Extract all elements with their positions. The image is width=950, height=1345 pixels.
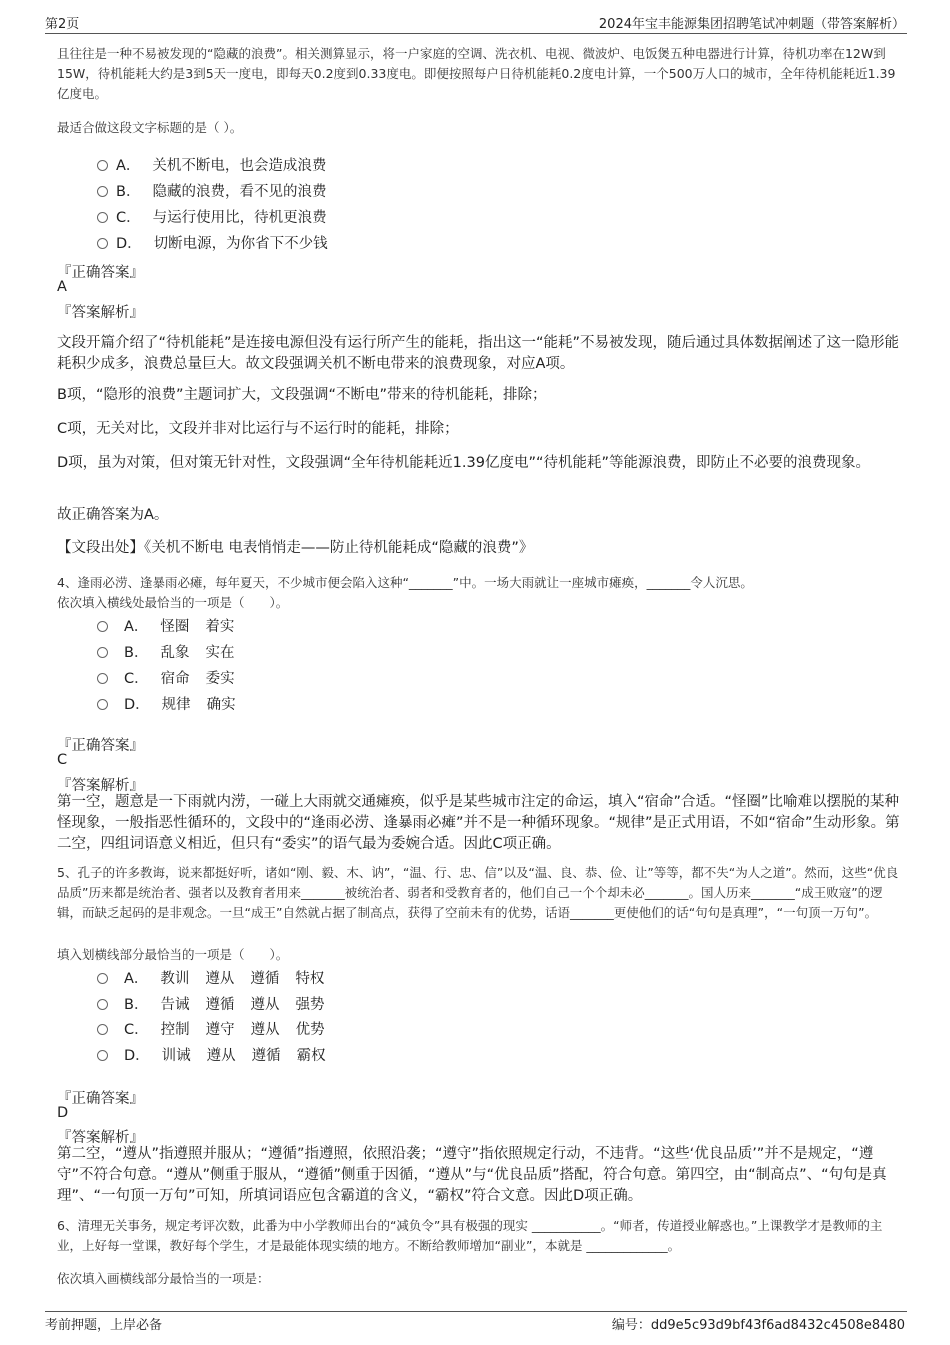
q5-option-d[interactable]: D． 训诫 遵从 遵循 霸权	[97, 1044, 342, 1065]
radio-icon[interactable]	[97, 621, 108, 632]
q4-option-d[interactable]: D． 规律 确实	[97, 693, 252, 714]
q5-option-c[interactable]: C． 控制 遵守 遵从 优势	[97, 1018, 341, 1039]
radio-icon[interactable]	[97, 647, 108, 658]
radio-icon[interactable]	[97, 1024, 108, 1035]
q3-answer: A	[57, 279, 67, 295]
q4-option-c[interactable]: C． 宿命 委实	[97, 667, 251, 688]
q5-prompt: 填入划横线部分最恰当的一项是（ ）。	[57, 947, 289, 962]
q3-analysis-paragraph: B项，“隐形的浪费”主题词扩大，文段强调“不断电”带来的待机能耗，排除；	[57, 387, 547, 403]
q4-stem: 4、逢雨必涝、逢暴雨必瘫，每年夏天，不少城市便会陷入这种“_______”中。一场大雨就让一座城市瘫痪，_______令人沉思。	[57, 575, 753, 590]
q4-analysis-label: 『答案解析』	[57, 778, 144, 794]
q6-prompt: 依次填入画横线部分最恰当的一项是：	[57, 1271, 270, 1286]
q5-answer-label: 『正确答案』	[57, 1091, 144, 1107]
page-number: 第2页	[45, 17, 80, 32]
radio-icon[interactable]	[97, 212, 108, 223]
radio-icon[interactable]	[97, 699, 108, 710]
q4-answer-label: 『正确答案』	[57, 738, 144, 754]
q3-analysis-paragraph: 故正确答案为A。	[57, 507, 169, 523]
radio-icon[interactable]	[97, 973, 108, 984]
radio-icon[interactable]	[97, 186, 108, 197]
q3-option-a[interactable]: A． 关机不断电，也会造成浪费	[97, 154, 326, 175]
document-title: 2024年宝丰能源集团招聘笔试冲刺题（带答案解析）	[598, 17, 905, 32]
q5-answer: D	[57, 1105, 69, 1121]
q3-prompt: 最适合做这段文字标题的是（ ）。	[57, 120, 243, 135]
q3-analysis-label: 『答案解析』	[57, 305, 144, 321]
q4-option-b[interactable]: B． 乱象 实在	[97, 641, 250, 662]
q4-option-a[interactable]: A． 怪圈 着实	[97, 615, 250, 636]
footer-code	[612, 1314, 905, 1333]
q3-passage: 且往往是一种不易被发现的“隐藏的浪费”。相关测算显示，将一户家庭的空调、洗衣机、电视、微波炉、电饭煲五种电器进行计算，待机功率在12W到15W，待机能耗大约是3到5天一度电，即每天0.2度到0.33度电。即便按照每户日待机能耗0.2度电计算，一个500万人口的城市，全年待机能耗近1.39亿度电。	[57, 46, 896, 101]
q5-analysis-label: 『答案解析』	[57, 1130, 144, 1146]
header-rule	[45, 33, 907, 34]
radio-icon[interactable]	[97, 999, 108, 1010]
q5-analysis: 第二空，“遵从”指遵照并服从；“遵循”指遵照，依照沿袭；“遵守”指依照规定行动，不违背。“这些‘优良品质’”并不是规定，“遵守”不符合句意。“遵从”侧重于服从，“遵循”侧重于因循，“遵从”与“优良品质”搭配，符合句意。第四空，由“制高点”、“句句是真理”、“一句顶一万句”可知，所填词语应包含霸道的含义，“霸权”符合文意。因此D项正确。	[57, 1146, 887, 1204]
q4-prompt: 依次填入横线处最恰当的一项是（ ）。	[57, 595, 289, 610]
q3-option-d[interactable]: D． 切断电源，为你省下不少钱	[97, 232, 328, 253]
radio-icon[interactable]	[97, 673, 108, 684]
footer-slogan: 考前押题，上岸必备	[45, 1318, 163, 1333]
q3-analysis-paragraph: D项，虽为对策，但对策无针对性，文段强调“全年待机能耗近1.39亿度电”“待机能耗”等能源浪费，即防止不必要的浪费现象。	[57, 455, 870, 471]
footer-code-value: dd9e5c93d9bf43f6ad8432c4508e8480	[650, 1318, 905, 1333]
radio-icon[interactable]	[97, 1050, 108, 1061]
q3-analysis-paragraph: C项，无关对比，文段并非对比运行与不运行时的能耗，排除；	[57, 421, 459, 437]
q3-analysis-paragraph: 文段开篇介绍了“待机能耗”是连接电源但没有运行所产生的能耗，指出这一“能耗”不易被发现，随后通过具体数据阐述了这一隐形能耗积少成多，浪费总量巨大。故文段强调关机不断电带来的浪费现象，对应A项。	[57, 335, 900, 372]
radio-icon[interactable]	[97, 160, 108, 171]
q3-option-b[interactable]: B． 隐藏的浪费，看不见的浪费	[97, 180, 326, 201]
footer-rule	[45, 1311, 907, 1312]
q3-option-c[interactable]: C． 与运行使用比，待机更浪费	[97, 206, 327, 227]
radio-icon[interactable]	[97, 238, 108, 249]
q6-stem: 6、清理无关事务，规定考评次数，此番为中小学教师出台的“减负令”具有极强的现实 ___________。“师者，传道授业解惑也。”上课教学才是教师的主业，上好每一堂课，教好每个学生，才是最能体现实绩的地方。不断给教师增加“副业”，本就是 _____________。	[57, 1218, 883, 1253]
q5-stem: 5、孔子的许多教诲，说来都挺好听，诸如“刚、毅、木、讷”，“温、行、忠、信”以及“温、良、恭、俭、让”等等，都不失“为人之道”。然而，这些“优良品质”历来都是统治者、强者以及教育者用来_______被统治者、弱者和受教育者的，他们自己一个个却未必_______。国人历来_______“成王败寇”的逻辑，而缺乏起码的是非观念。一旦“成王”自然就占据了制高点，获得了空前未有的优势，话语_______更使他们的话“句句是真理”，“一句顶一万句”。	[57, 865, 899, 920]
q5-option-a[interactable]: A． 教训 遵从 遵循 特权	[97, 967, 340, 988]
q3-answer-label: 『正确答案』	[57, 265, 144, 281]
q4-answer: C	[57, 752, 68, 768]
q3-source: 【文段出处】《关机不断电 电表悄悄走——防止待机能耗成“隐藏的浪费”》	[57, 540, 534, 556]
footer-code-label: 编号：	[611, 1318, 651, 1333]
q4-analysis: 第一空，题意是一下雨就内涝，一碰上大雨就交通瘫痪，似乎是某些城市注定的命运，填入“宿命”合适。“怪圈”比喻难以摆脱的某种怪现象，一般指恶性循环的，文段中的“逢雨必涝、逢暴雨必瘫”并不是一种循环现象。“规律”是正式用语，不如“宿命”生动形象。第二空，四组词语意义相近，但只有“委实”的语气最为委婉合适。因此C项正确。	[57, 794, 900, 852]
q5-option-b[interactable]: B． 告诫 遵循 遵从 强势	[97, 993, 340, 1014]
